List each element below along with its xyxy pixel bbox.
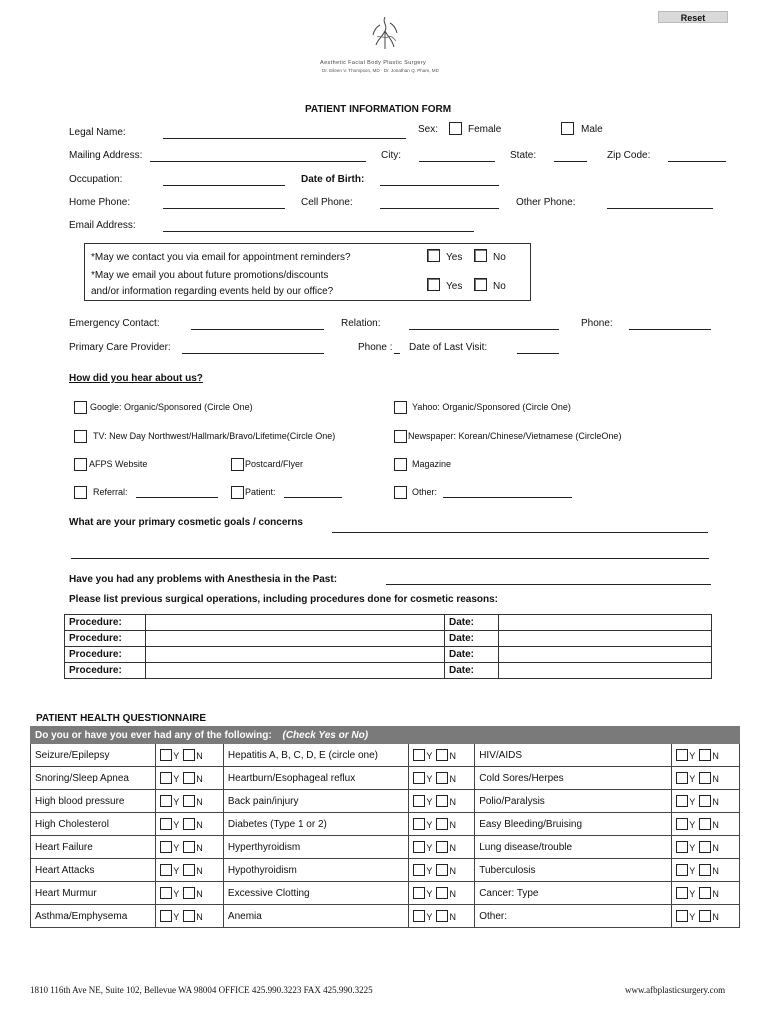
yes-checkbox[interactable]	[676, 887, 688, 899]
questionnaire-header-hint: (Check Yes or No)	[282, 729, 369, 741]
no-label: N	[449, 888, 456, 899]
yes-label: Y	[173, 819, 180, 830]
no-checkbox[interactable]	[183, 749, 195, 761]
no-checkbox[interactable]	[699, 818, 711, 830]
health-questionnaire-table	[30, 726, 740, 928]
emergency-phone-field[interactable]	[629, 329, 711, 330]
female-checkbox[interactable]	[449, 122, 462, 135]
no-checkbox[interactable]	[183, 772, 195, 784]
no-checkbox[interactable]	[183, 818, 195, 830]
yes-checkbox[interactable]	[160, 749, 172, 761]
condition-label: Tuberculosis	[475, 859, 672, 882]
condition-label: Cancer: Type	[475, 882, 672, 905]
no-checkbox[interactable]	[183, 795, 195, 807]
date-label: Date:	[445, 663, 499, 679]
yes-label: Y	[426, 888, 433, 899]
yes-label: Y	[426, 773, 433, 784]
yes-checkbox[interactable]	[676, 818, 688, 830]
yes-no-cell	[409, 767, 475, 790]
yes-label: Y	[173, 888, 180, 899]
goals-field-line2[interactable]	[71, 558, 709, 559]
procedure-label: Procedure:	[65, 615, 146, 631]
yes-no-cell	[409, 859, 475, 882]
condition-label: HIV/AIDS	[475, 744, 672, 767]
yes-checkbox[interactable]	[676, 749, 688, 761]
table-row	[31, 882, 740, 905]
yes-label: Y	[689, 750, 696, 761]
yes-label: Y	[689, 796, 696, 807]
no-checkbox[interactable]	[699, 795, 711, 807]
no-label: N	[196, 865, 203, 876]
no-label: N	[712, 796, 719, 807]
condition-label: Lung disease/trouble	[475, 836, 672, 859]
yes-checkbox[interactable]	[676, 910, 688, 922]
yes-label: Y	[689, 773, 696, 784]
yes-label: Y	[173, 796, 180, 807]
date-field[interactable]	[499, 615, 712, 631]
yes-checkbox[interactable]	[413, 864, 425, 876]
referral-checkbox[interactable]	[74, 486, 87, 499]
condition-label: Back pain/injury	[223, 790, 409, 813]
footer-website: www.afbplasticsurgery.com	[625, 985, 726, 995]
yes-label: Y	[173, 911, 180, 922]
no-label: N	[196, 911, 203, 922]
no-checkbox[interactable]	[436, 841, 448, 853]
yes-no-cell	[156, 882, 224, 905]
other-phone-field[interactable]	[607, 208, 713, 209]
yes-no-cell	[672, 859, 740, 882]
yes-no-cell	[156, 744, 224, 767]
email-label: Email Address:	[69, 220, 136, 231]
home-phone-field[interactable]	[163, 208, 285, 209]
yes-checkbox[interactable]	[160, 864, 172, 876]
magazine-label: Magazine	[412, 459, 452, 469]
condition-label: Easy Bleeding/Bruising	[475, 813, 672, 836]
yes-label: Y	[426, 911, 433, 922]
other-source-field[interactable]	[443, 497, 572, 498]
no-label: N	[712, 773, 719, 784]
yes-no-cell	[409, 744, 475, 767]
patient-field[interactable]	[284, 497, 342, 498]
yes-checkbox[interactable]	[413, 841, 425, 853]
pref-q1-yes-label: Yes	[446, 252, 463, 263]
pref-q1-yes-checkbox[interactable]	[427, 249, 440, 262]
yes-checkbox[interactable]	[676, 841, 688, 853]
no-checkbox[interactable]	[436, 772, 448, 784]
condition-label: High Cholesterol	[31, 813, 156, 836]
newspaper-label: Newspaper: Korean/Chinese/Vietnamese (CircleOne)	[408, 431, 622, 441]
no-label: N	[196, 819, 203, 830]
legal-name-field[interactable]	[163, 138, 406, 139]
prev-ops-label: Please list previous surgical operations, including procedures done for cosmetic reasons:	[69, 594, 499, 605]
no-label: N	[449, 865, 456, 876]
condition-label: Cold Sores/Herpes	[475, 767, 672, 790]
yes-label: Y	[173, 750, 180, 761]
procedure-label: Procedure:	[65, 631, 146, 647]
yes-checkbox[interactable]	[676, 864, 688, 876]
other-source-checkbox[interactable]	[394, 486, 407, 499]
email-field[interactable]	[163, 231, 474, 232]
yes-checkbox[interactable]	[413, 887, 425, 899]
condition-label: Seizure/Epilepsy	[31, 744, 156, 767]
no-checkbox[interactable]	[699, 910, 711, 922]
other-phone-label: Other Phone:	[516, 197, 576, 208]
no-label: N	[712, 911, 719, 922]
yes-label: Y	[426, 842, 433, 853]
date-label: Date:	[445, 615, 499, 631]
patient-label: Patient:	[245, 487, 276, 497]
condition-label: Heart Failure	[31, 836, 156, 859]
no-checkbox[interactable]	[183, 864, 195, 876]
table-row	[31, 905, 740, 928]
condition-label: Excessive Clotting	[223, 882, 409, 905]
yes-label: Y	[426, 865, 433, 876]
yes-label: Y	[689, 842, 696, 853]
pref-q1-no-checkbox[interactable]	[474, 249, 487, 262]
referral-field[interactable]	[136, 497, 218, 498]
table-row	[65, 615, 712, 631]
yes-no-cell	[409, 790, 475, 813]
form-title: PATIENT INFORMATION FORM	[305, 104, 452, 115]
pcp-label: Primary Care Provider:	[69, 342, 171, 353]
yes-label: Y	[173, 865, 180, 876]
state-label: State:	[510, 150, 537, 161]
yahoo-label: Yahoo: Organic/Sponsored (Circle One)	[412, 402, 571, 412]
condition-label: Hyperthyroidism	[223, 836, 409, 859]
yes-checkbox[interactable]	[160, 841, 172, 853]
date-label: Date:	[445, 647, 499, 663]
yes-no-cell	[672, 836, 740, 859]
occupation-label: Occupation:	[69, 174, 123, 185]
condition-label: Other:	[475, 905, 672, 928]
yes-label: Y	[689, 888, 696, 899]
condition-label: Anemia	[223, 905, 409, 928]
afps-label: AFPS Website	[89, 459, 148, 469]
condition-label: Heart Murmur	[31, 882, 156, 905]
emergency-phone-label: Phone:	[581, 318, 613, 329]
dob-label: Date of Birth:	[301, 174, 365, 185]
yes-checkbox[interactable]	[160, 887, 172, 899]
emergency-contact-label: Emergency Contact:	[69, 318, 160, 329]
female-label: Female	[468, 124, 502, 135]
yes-no-cell	[156, 905, 224, 928]
patient-checkbox[interactable]	[231, 486, 244, 499]
no-label: N	[196, 773, 203, 784]
reset-button[interactable]: Reset	[658, 11, 728, 23]
magazine-checkbox[interactable]	[394, 458, 407, 471]
yes-checkbox[interactable]	[413, 910, 425, 922]
date-field[interactable]	[499, 647, 712, 663]
condition-label: Diabetes (Type 1 or 2)	[223, 813, 409, 836]
yes-no-cell	[156, 767, 224, 790]
city-label: City:	[381, 150, 401, 161]
yes-label: Y	[426, 819, 433, 830]
date-label: Date:	[445, 631, 499, 647]
no-label: N	[712, 865, 719, 876]
no-label: N	[196, 750, 203, 761]
yahoo-checkbox[interactable]	[394, 401, 407, 414]
no-label: N	[712, 819, 719, 830]
pref-q2-line2: and/or information regarding events held by our office?	[91, 286, 334, 297]
condition-label: Heart Attacks	[31, 859, 156, 882]
yes-checkbox[interactable]	[676, 772, 688, 784]
yes-checkbox[interactable]	[413, 749, 425, 761]
pref-q2-yes-label: Yes	[446, 281, 463, 292]
yes-checkbox[interactable]	[160, 818, 172, 830]
yes-no-cell	[156, 790, 224, 813]
no-label: N	[449, 750, 456, 761]
goals-field-line1[interactable]	[332, 532, 708, 533]
condition-label: Hepatitis A, B, C, D, E (circle one)	[223, 744, 409, 767]
no-label: N	[449, 819, 456, 830]
no-label: N	[196, 842, 203, 853]
no-checkbox[interactable]	[436, 910, 448, 922]
table-row	[65, 663, 712, 679]
tv-checkbox[interactable]	[74, 430, 87, 443]
logo-line2: Dr. Eileen V. Thompson, MD · Dr. Jonathan Q. Pham, MD	[322, 68, 439, 73]
yes-checkbox[interactable]	[160, 772, 172, 784]
condition-label: Polio/Paralysis	[475, 790, 672, 813]
sex-label: Sex:	[418, 124, 439, 135]
table-row	[31, 859, 740, 882]
procedure-field[interactable]	[146, 663, 445, 679]
pref-q1: *May we contact you via email for appointment reminders?	[91, 252, 351, 263]
yes-checkbox[interactable]	[413, 818, 425, 830]
yes-no-cell	[672, 813, 740, 836]
questionnaire-title: PATIENT HEALTH QUESTIONNAIRE	[36, 713, 206, 724]
hear-title: How did you hear about us?	[69, 373, 203, 384]
no-label: N	[712, 842, 719, 853]
no-label: N	[449, 796, 456, 807]
yes-label: Y	[426, 796, 433, 807]
yes-checkbox[interactable]	[676, 795, 688, 807]
pref-q2-no-label: No	[493, 281, 506, 292]
google-checkbox[interactable]	[74, 401, 87, 414]
table-row	[31, 790, 740, 813]
footer-address: 1810 116th Ave NE, Suite 102, Bellevue WA 98004 OFFICE 425.990.3223 FAX 425.990.3225	[30, 985, 373, 995]
male-label: Male	[581, 124, 603, 135]
no-checkbox[interactable]	[436, 818, 448, 830]
no-label: N	[712, 888, 719, 899]
no-checkbox[interactable]	[183, 910, 195, 922]
emergency-contact-field[interactable]	[191, 329, 324, 330]
no-label: N	[449, 842, 456, 853]
anesthesia-label: Have you had any problems with Anesthesia in the Past:	[69, 574, 338, 585]
mailing-address-field[interactable]	[150, 161, 366, 162]
yes-no-cell	[409, 836, 475, 859]
no-checkbox[interactable]	[436, 795, 448, 807]
yes-no-cell	[409, 813, 475, 836]
questionnaire-header-row	[31, 727, 740, 744]
google-label: Google: Organic/Sponsored (Circle One)	[90, 402, 253, 412]
last-visit-field[interactable]	[517, 353, 559, 354]
yes-label: Y	[173, 842, 180, 853]
yes-no-cell	[672, 790, 740, 813]
clinic-logo	[368, 15, 402, 54]
yes-no-cell	[672, 744, 740, 767]
no-label: N	[196, 796, 203, 807]
date-field[interactable]	[499, 631, 712, 647]
yes-checkbox[interactable]	[413, 795, 425, 807]
condition-label: Asthma/Emphysema	[31, 905, 156, 928]
table-row	[65, 647, 712, 663]
no-checkbox[interactable]	[699, 772, 711, 784]
no-label: N	[449, 911, 456, 922]
no-label: N	[712, 750, 719, 761]
occupation-field[interactable]	[163, 185, 285, 186]
procedure-label: Procedure:	[65, 663, 146, 679]
newspaper-checkbox[interactable]	[394, 430, 407, 443]
other-source-label: Other:	[412, 487, 438, 497]
goals-label: What are your primary cosmetic goals / concerns	[69, 517, 303, 528]
pref-q2-line1: *May we email you about future promotions/discounts	[91, 270, 329, 281]
no-checkbox[interactable]	[436, 887, 448, 899]
afps-checkbox[interactable]	[74, 458, 87, 471]
condition-label: Snoring/Sleep Apnea	[31, 767, 156, 790]
zip-field[interactable]	[668, 161, 726, 162]
yes-checkbox[interactable]	[413, 772, 425, 784]
yes-label: Y	[689, 865, 696, 876]
yes-no-cell	[156, 859, 224, 882]
yes-label: Y	[689, 911, 696, 922]
yes-label: Y	[173, 773, 180, 784]
yes-no-cell	[672, 905, 740, 928]
table-row	[31, 813, 740, 836]
referral-label: Referral:	[93, 487, 128, 497]
yes-checkbox[interactable]	[160, 910, 172, 922]
male-checkbox[interactable]	[561, 122, 574, 135]
city-field[interactable]	[419, 161, 495, 162]
procedure-field[interactable]	[146, 647, 445, 663]
table-row	[31, 767, 740, 790]
last-visit-label: Date of Last Visit:	[409, 342, 488, 353]
postcard-label: Postcard/Flyer	[245, 459, 304, 469]
relation-label: Relation:	[341, 318, 381, 329]
postcard-checkbox[interactable]	[231, 458, 244, 471]
yes-no-cell	[156, 836, 224, 859]
yes-no-cell	[409, 905, 475, 928]
table-row	[31, 744, 740, 767]
date-field[interactable]	[499, 663, 712, 679]
yes-no-cell	[672, 767, 740, 790]
no-label: N	[449, 773, 456, 784]
pcp-field[interactable]	[182, 353, 324, 354]
logo-figure-icon	[368, 15, 402, 51]
table-row	[65, 631, 712, 647]
procedures-table	[64, 614, 712, 679]
mailing-address-label: Mailing Address:	[69, 150, 143, 161]
no-label: N	[196, 888, 203, 899]
no-checkbox[interactable]	[436, 864, 448, 876]
no-checkbox[interactable]	[699, 841, 711, 853]
home-phone-label: Home Phone:	[69, 197, 131, 208]
procedure-field[interactable]	[146, 631, 445, 647]
no-checkbox[interactable]	[699, 749, 711, 761]
pref-q1-no-label: No	[493, 252, 506, 263]
state-field[interactable]	[554, 161, 587, 162]
no-checkbox[interactable]	[183, 887, 195, 899]
pref-q2-yes-checkbox[interactable]	[427, 278, 440, 291]
no-checkbox[interactable]	[699, 864, 711, 876]
anesthesia-field[interactable]	[386, 584, 711, 585]
dob-field[interactable]	[380, 185, 499, 186]
logo-line1: Aesthetic Facial Body Plastic Surgery	[320, 60, 427, 66]
procedure-field[interactable]	[146, 615, 445, 631]
no-checkbox[interactable]	[183, 841, 195, 853]
yes-label: Y	[689, 819, 696, 830]
yes-no-cell	[409, 882, 475, 905]
condition-label: Heartburn/Esophageal reflux	[223, 767, 409, 790]
cell-phone-label: Cell Phone:	[301, 197, 353, 208]
relation-field[interactable]	[409, 329, 559, 330]
questionnaire-header: Do you or have you ever had any of the following:	[35, 729, 272, 741]
condition-label: Hypothyroidism	[223, 859, 409, 882]
no-checkbox[interactable]	[699, 887, 711, 899]
condition-label: High blood pressure	[31, 790, 156, 813]
zip-label: Zip Code:	[607, 150, 651, 161]
tv-label: TV: New Day Northwest/Hallmark/Bravo/Lifetime(Circle One)	[93, 431, 336, 441]
legal-name-label: Legal Name:	[69, 127, 126, 138]
no-checkbox[interactable]	[436, 749, 448, 761]
pref-q2-no-checkbox[interactable]	[474, 278, 487, 291]
cell-phone-field[interactable]	[380, 208, 499, 209]
yes-label: Y	[426, 750, 433, 761]
procedure-label: Procedure:	[65, 647, 146, 663]
pcp-phone-field[interactable]	[394, 353, 400, 354]
yes-no-cell	[672, 882, 740, 905]
yes-checkbox[interactable]	[160, 795, 172, 807]
table-row	[31, 836, 740, 859]
pcp-phone-label: Phone :	[358, 342, 393, 353]
yes-no-cell	[156, 813, 224, 836]
